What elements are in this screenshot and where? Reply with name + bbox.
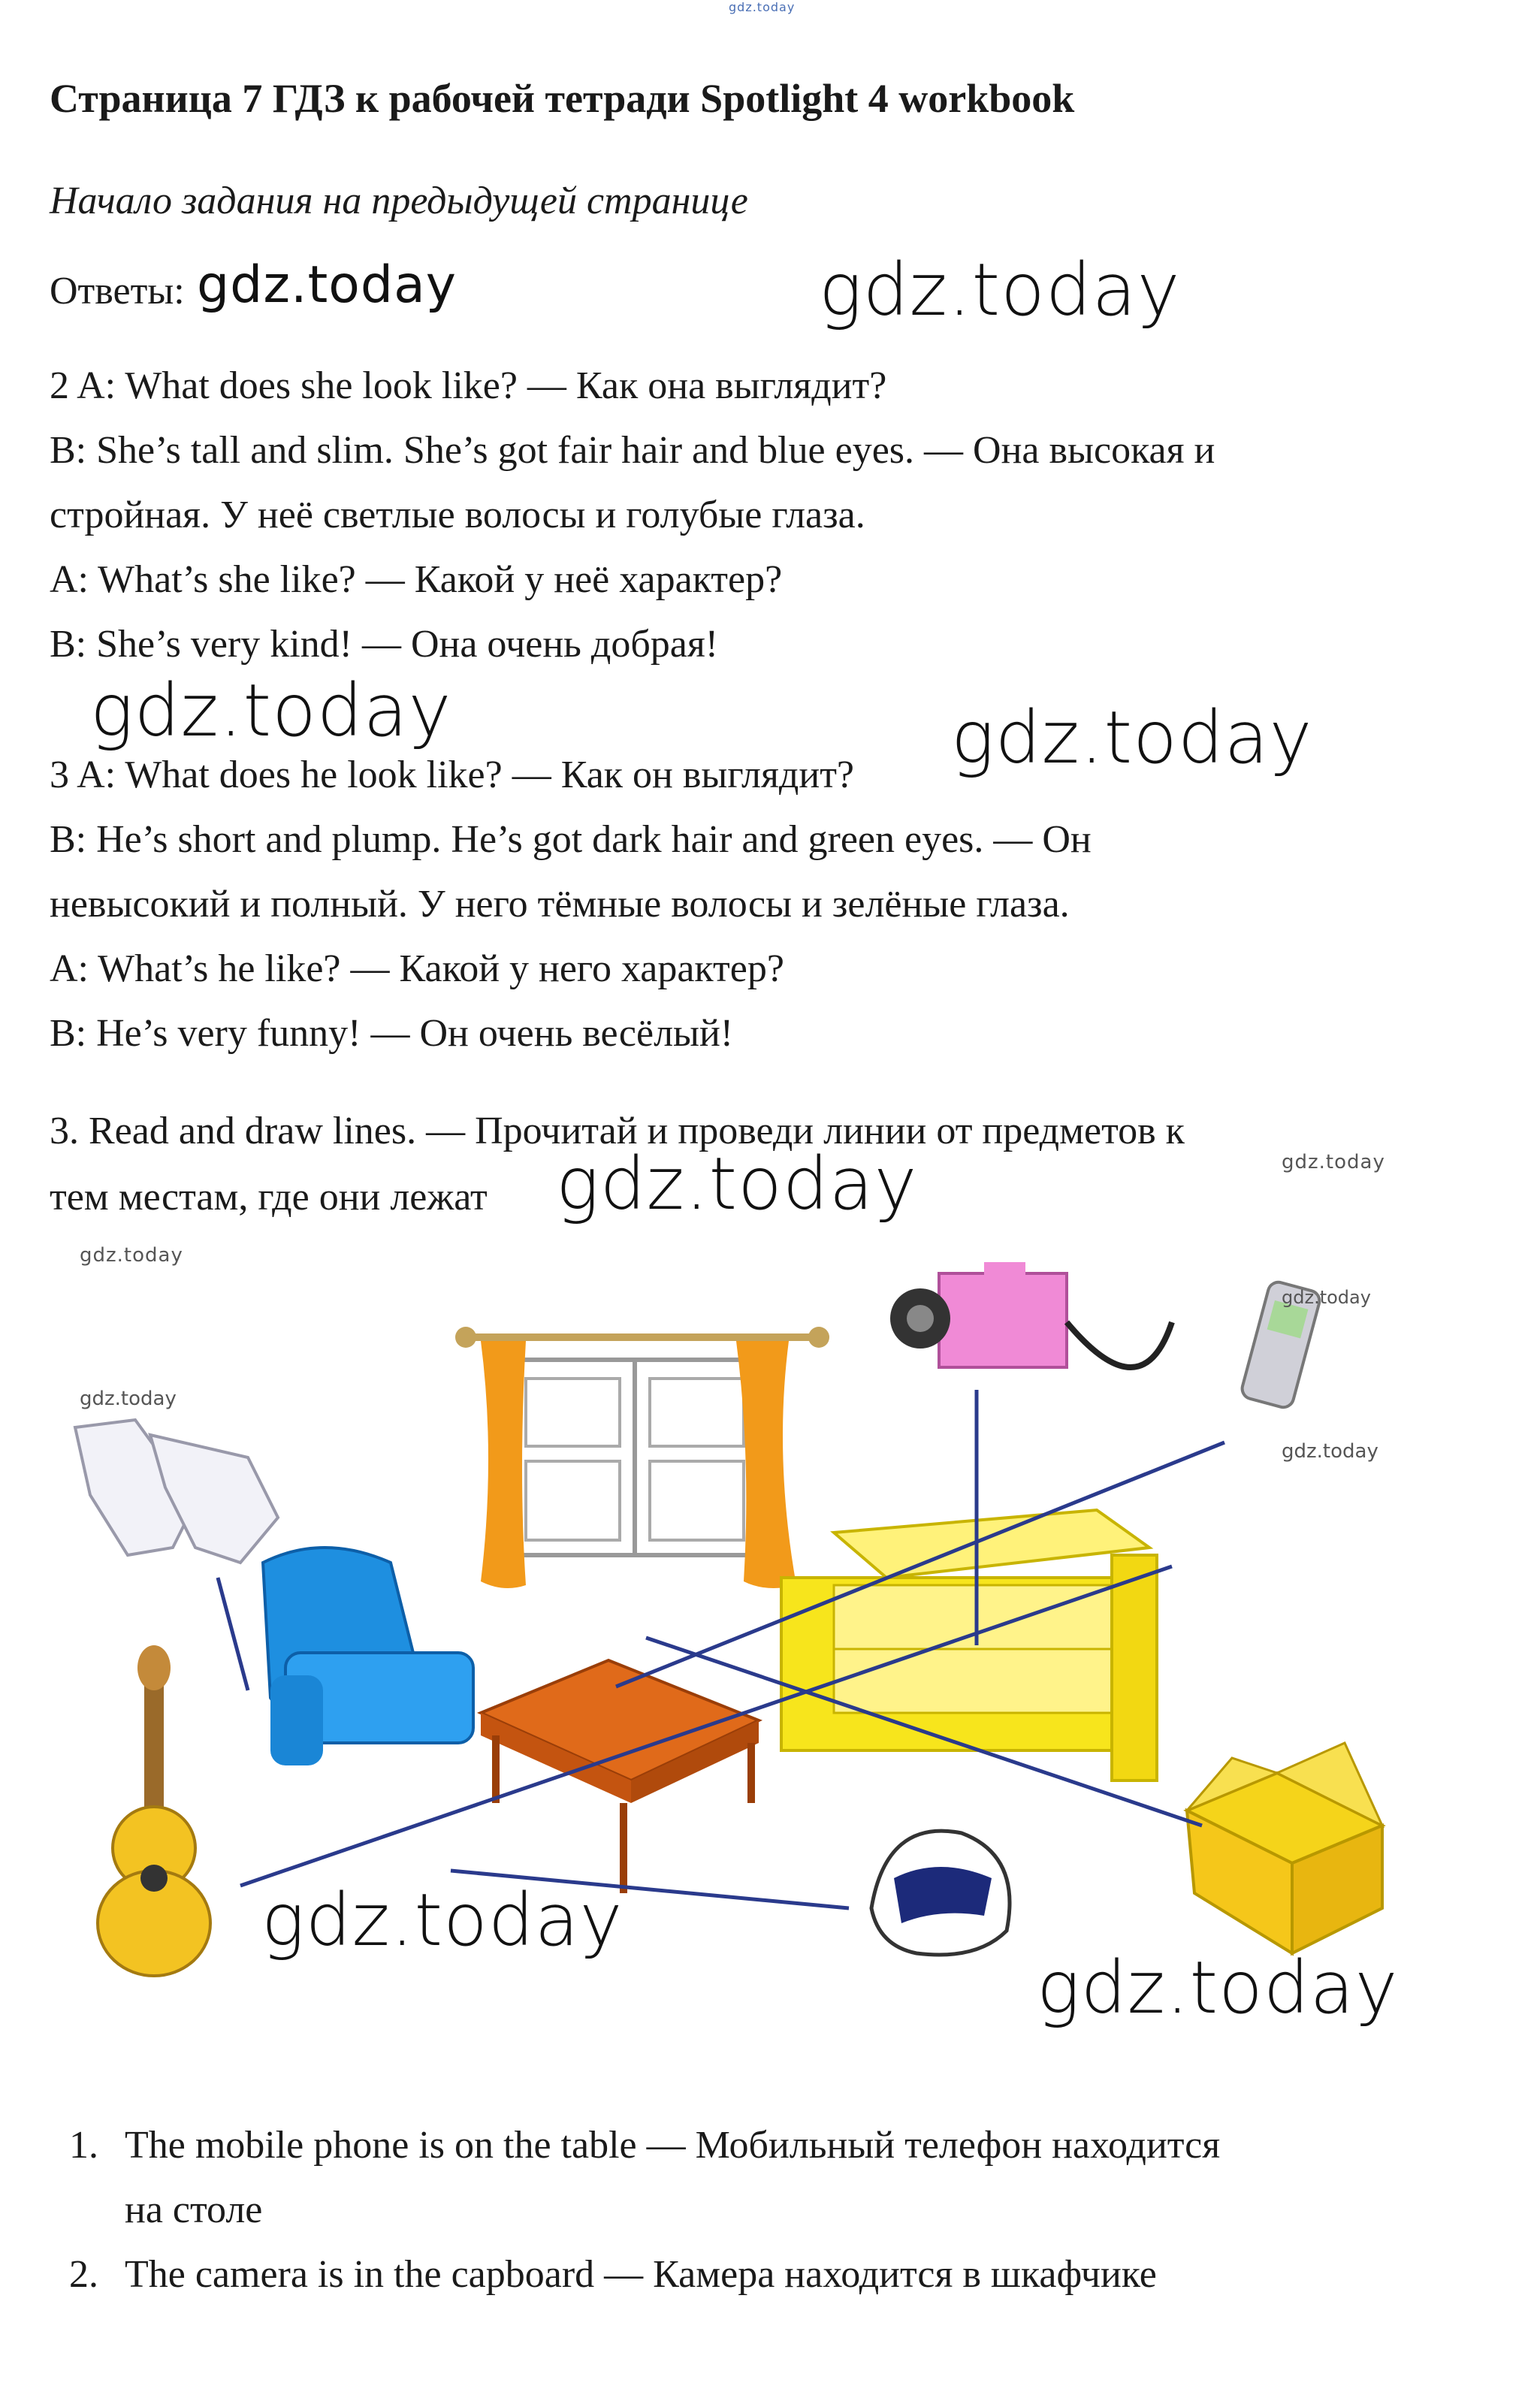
watermark: gdz.today bbox=[90, 669, 452, 753]
watermark: gdz.today bbox=[80, 1388, 177, 1410]
cardboard-box bbox=[1187, 1743, 1382, 1953]
dialog2-line5: B: She’s very kind! — Она очень добрая! bbox=[50, 623, 719, 666]
top-watermark: gdz.today bbox=[729, 0, 796, 14]
dialog2-line1: 2 A: What does she look like? — Как она выглядит? bbox=[50, 364, 887, 407]
answer-1-line1: The mobile phone is on the table — Мобильный телефон находится bbox=[125, 2124, 1221, 2167]
watermark: gdz.today bbox=[197, 255, 457, 315]
cupboard bbox=[781, 1510, 1157, 1780]
answer-2-line1: The camera is in the capboard — Камера находится в шкафчике bbox=[125, 2253, 1157, 2296]
coffee-table bbox=[481, 1660, 759, 1893]
watermark: gdz.today bbox=[1282, 1440, 1378, 1463]
watermark: gdz.today bbox=[261, 1878, 624, 1962]
guitar bbox=[98, 1645, 210, 1976]
page-title: Страница 7 ГДЗ к рабочей тетради Spotlight 4 workbook bbox=[50, 76, 1075, 121]
answer-2-num: 2. bbox=[69, 2253, 98, 2296]
subtitle: Начало задания на предыдущей странице bbox=[50, 180, 748, 222]
dialog3-line3: невысокий и полный. У него тёмные волосы и зелёные глаза. bbox=[50, 883, 1070, 926]
answers-label: Ответы: bbox=[50, 270, 185, 313]
dialog3-line4: A: What’s he like? — Какой у него характер? bbox=[50, 947, 784, 990]
answer-1-num: 1. bbox=[69, 2124, 98, 2167]
watermark: gdz.today bbox=[1037, 1946, 1399, 2030]
dialog2-line4: A: What’s she like? — Какой у неё характер? bbox=[50, 558, 783, 601]
dialog3-line5: B: He’s very funny! — Он очень весёлый! bbox=[50, 1012, 734, 1055]
task3-line2: тем местам, где они лежат bbox=[50, 1176, 488, 1219]
task3-line1: 3. Read and draw lines. — Прочитай и проведи линии от предметов к bbox=[50, 1110, 1185, 1152]
camera bbox=[890, 1262, 1172, 1367]
dialog2-line2: B: She’s tall and slim. She’s got fair hair and blue eyes. — Она высокая и bbox=[50, 429, 1215, 472]
watermark: gdz.today bbox=[80, 1244, 183, 1267]
watermark: gdz.today bbox=[556, 1142, 918, 1226]
room-illustration bbox=[0, 1232, 1540, 2043]
answer-1-line2: на столе bbox=[125, 2188, 263, 2231]
gloves bbox=[75, 1420, 278, 1563]
watermark: gdz.today bbox=[1282, 1151, 1385, 1173]
helmet bbox=[871, 1831, 1010, 1955]
dialog2-line3: стройная. У неё светлые волосы и голубые глаза. bbox=[50, 494, 865, 536]
watermark: gdz.today bbox=[819, 248, 1181, 332]
armchair bbox=[263, 1548, 473, 1765]
dialog3-line2: B: He’s short and plump. He’s got dark hair and green eyes. — Он bbox=[50, 818, 1092, 861]
watermark: gdz.today bbox=[1282, 1287, 1371, 1308]
curtain-left bbox=[481, 1341, 526, 1588]
line-gloves-armchair bbox=[218, 1578, 248, 1690]
watermark: gdz.today bbox=[951, 696, 1313, 780]
dialog3-line1: 3 A: What does he look like? — Как он выглядит? bbox=[50, 754, 855, 796]
